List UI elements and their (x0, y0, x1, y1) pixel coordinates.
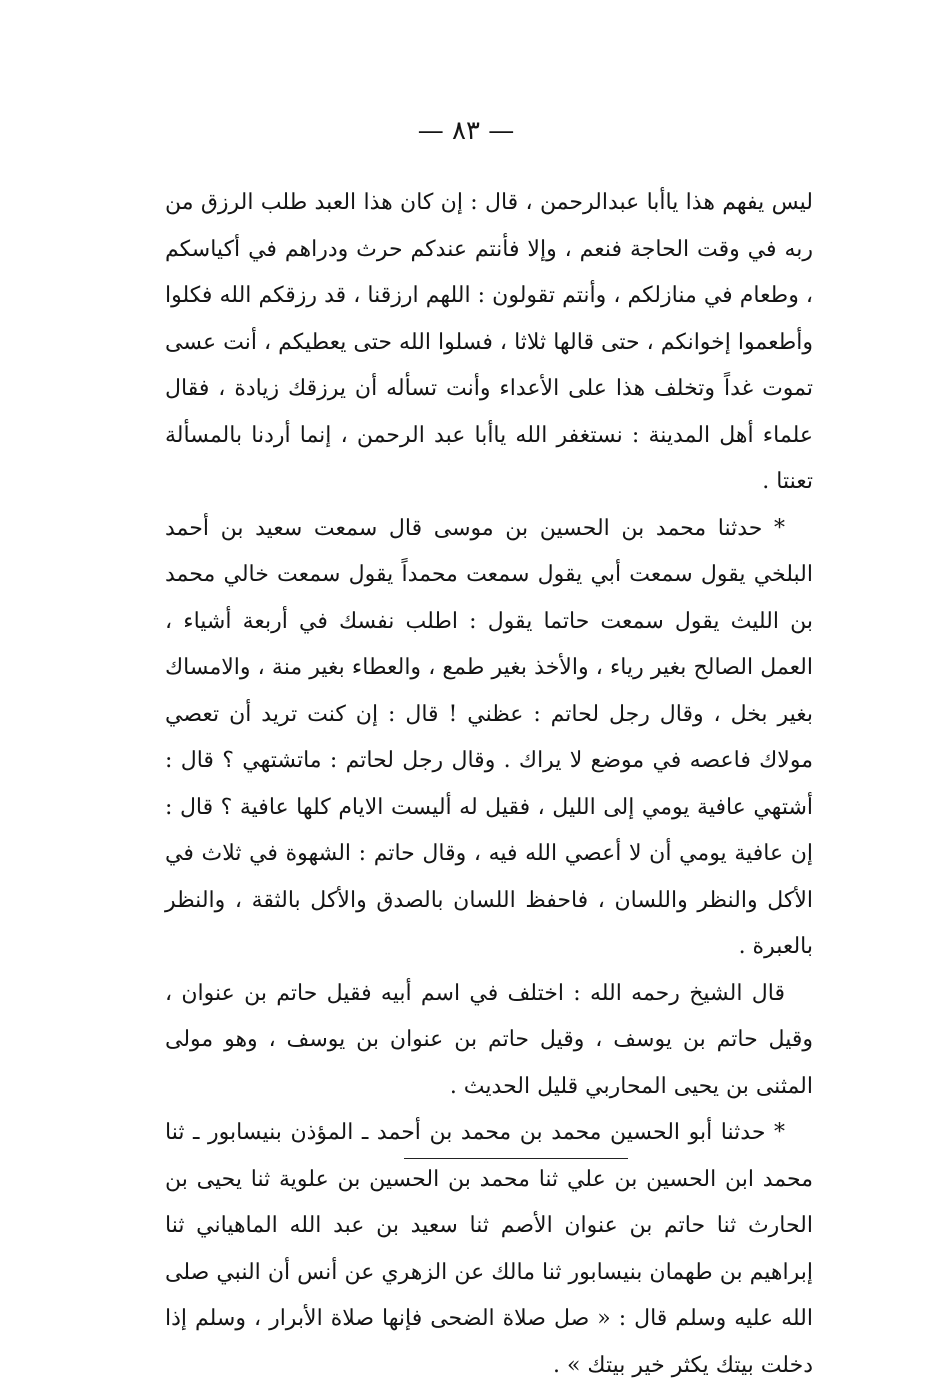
page-number: — ٨٣ — (417, 116, 515, 146)
body-text (165, 180, 813, 1389)
paragraph-4: * حدثنا أبو الحسين محمد بن محمد بن أحمد ـ المؤذن بنيسابور ـ ثنا محمد ابن الحسين بن علي ثنا محمد بن الحسين بن علوية ثنا يحيى بن الحارث ثنا حاتم بن عنوان الأصم ثنا سعيد بن عبد الله الماهياني ثنا إبراهيم بن طهمان بنيسابور ثنا مالك عن الزهري عن أنس أن النبي صلى الله عليه وسلم قال : « صل صلاة الضحى فإنها صلاة الأبرار ، وسلم إذا دخلت بيتك يكثر خير بيتك » . (165, 1120, 813, 1378)
end-divider (404, 1158, 628, 1159)
paragraph-2: * حدثنا محمد بن الحسين بن موسى قال سمعت سعيد بن أحمد البلخي يقول سمعت أبي يقول سمعت محمداً يقول سمعت خالي محمد بن الليث يقول سمعت حاتما يقول : اطلب نفسك في أربعة أشياء ، العمل الصالح بغير رياء ، والأخذ بغير طمع ، والعطاء بغير منة ، والامساك بغير بخل ، وقال رجل لحاتم : عظني ! قال : إن كنت تريد أن تعصي مولاك فاعصه في موضع لا يراك . وقال رجل لحاتم : ماتشتهي ؟ قال : أشتهي عافية يومي إلى الليل ، فقيل له أليست الايام كلها عافية ؟ قال : إن عافية يومي أن لا أعصي الله فيه ، وقال حاتم : الشهوة في ثلاث في الأكل والنظر واللسان ، فاحفظ اللسان بالصدق والأكل بالثقة ، والنظر بالعبرة . (165, 515, 813, 959)
paragraph-3: قال الشيخ رحمه الله : اختلف في اسم أبيه فقيل حاتم بن عنوان ، وقيل حاتم بن يوسف ، وقيل حاتم بن عنوان بن يوسف ، وهو مولى المثنى بن يحيى المحاربي قليل الحديث . (165, 980, 813, 1099)
paragraph-1: ليس يفهم هذا ياأبا عبدالرحمن ، قال : إن كان هذا العبد طلب الرزق من ربه في وقت الحاجة فنعم ، وإلا فأنتم عندكم حرث ودراهم في أكياسكم ، وطعام في منازلكم ، وأنتم تقولون : اللهم ارزقنا ، قد رزقكم الله فكلوا وأطعموا إخوانكم ، حتى قالها ثلاثا ، فسلوا الله حتى يعطيكم ، أنت عسى تموت غداً وتخلف هذا على الأعداء وأنت تسأله أن يرزقك زيادة ، فقال علماء أهل المدينة : نستغفر الله ياأبا عبد الرحمن ، إنما أردنا بالمسألة تعنتا . (165, 190, 813, 494)
